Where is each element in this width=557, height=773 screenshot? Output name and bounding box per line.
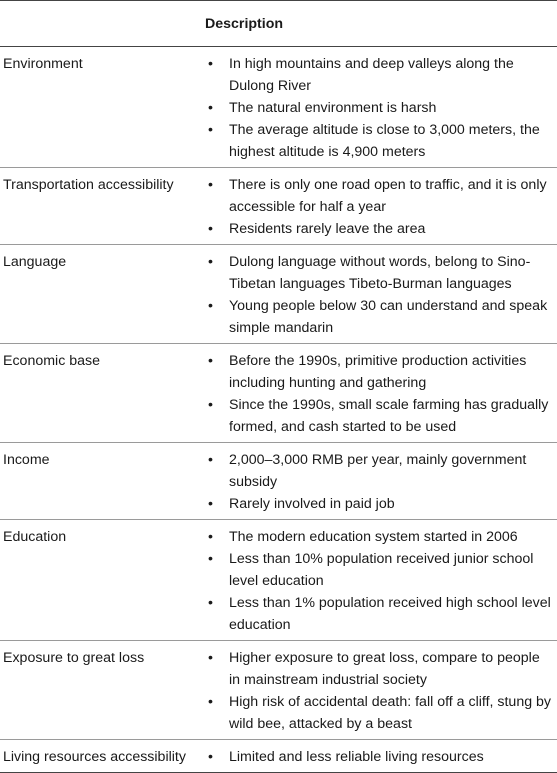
description-cell	[202, 740, 557, 773]
factor-cell: Income	[0, 443, 202, 520]
table-header-row	[0, 1, 557, 47]
table-row	[0, 443, 557, 520]
description-cell	[202, 641, 557, 740]
factor-cell: Language	[0, 245, 202, 344]
description-list	[202, 449, 557, 515]
table-body	[0, 47, 557, 773]
description-cell	[202, 245, 557, 344]
description-cell	[202, 443, 557, 520]
list-item: • Higher exposure to great loss, compare to people in mainstream industrial society	[202, 647, 557, 691]
description-cell	[202, 520, 557, 641]
description-list	[202, 174, 557, 240]
factor-cell: Economic base	[0, 344, 202, 443]
list-item: • There is only one road open to traffic, and it is only accessible for half a year	[202, 174, 557, 218]
list-item: • Less than 1% population received high school level education	[202, 592, 557, 636]
list-item: • Since the 1990s, small scale farming has gradually formed, and cash started to be used	[202, 394, 557, 438]
list-item: • Young people below 30 can understand and speak simple mandarin	[202, 295, 557, 339]
description-list	[202, 350, 557, 438]
list-item: • Dulong language without words, belong to Sino-Tibetan languages Tibeto-Burman languages	[202, 251, 557, 295]
factor-cell: Environment	[0, 47, 202, 168]
list-item: • Before the 1990s, primitive production activities including hunting and gathering	[202, 350, 557, 394]
table-row	[0, 344, 557, 443]
description-cell	[202, 168, 557, 245]
table-row	[0, 641, 557, 740]
header-description: Description	[202, 1, 557, 47]
description-cell	[202, 344, 557, 443]
factor-cell: Exposure to great loss	[0, 641, 202, 740]
list-item: • Limited and less reliable living resources	[202, 746, 557, 768]
factor-cell: Transportation accessibility	[0, 168, 202, 245]
description-list	[202, 526, 557, 636]
table-row	[0, 740, 557, 773]
header-factor	[0, 1, 202, 47]
table-row	[0, 520, 557, 641]
list-item: • Rarely involved in paid job	[202, 493, 557, 515]
list-item: • The natural environment is harsh	[202, 97, 557, 119]
list-item: • Less than 10% population received junior school level education	[202, 548, 557, 592]
description-list	[202, 251, 557, 339]
list-item: • 2,000–3,000 RMB per year, mainly government subsidy	[202, 449, 557, 493]
description-cell	[202, 47, 557, 168]
table-row	[0, 168, 557, 245]
table-row	[0, 47, 557, 168]
description-list	[202, 647, 557, 735]
list-item: • Residents rarely leave the area	[202, 218, 557, 240]
table-row	[0, 245, 557, 344]
list-item: • In high mountains and deep valleys along the Dulong River	[202, 53, 557, 97]
list-item: • The average altitude is close to 3,000 meters, the highest altitude is 4,900 meters	[202, 119, 557, 163]
factor-cell: Education	[0, 520, 202, 641]
list-item: • The modern education system started in 2006	[202, 526, 557, 548]
factor-cell: Living resources accessibility	[0, 740, 202, 773]
list-item: • High risk of accidental death: fall off a cliff, stung by wild bee, attacked by a beast	[202, 691, 557, 735]
description-list	[202, 53, 557, 163]
description-list	[202, 746, 557, 768]
